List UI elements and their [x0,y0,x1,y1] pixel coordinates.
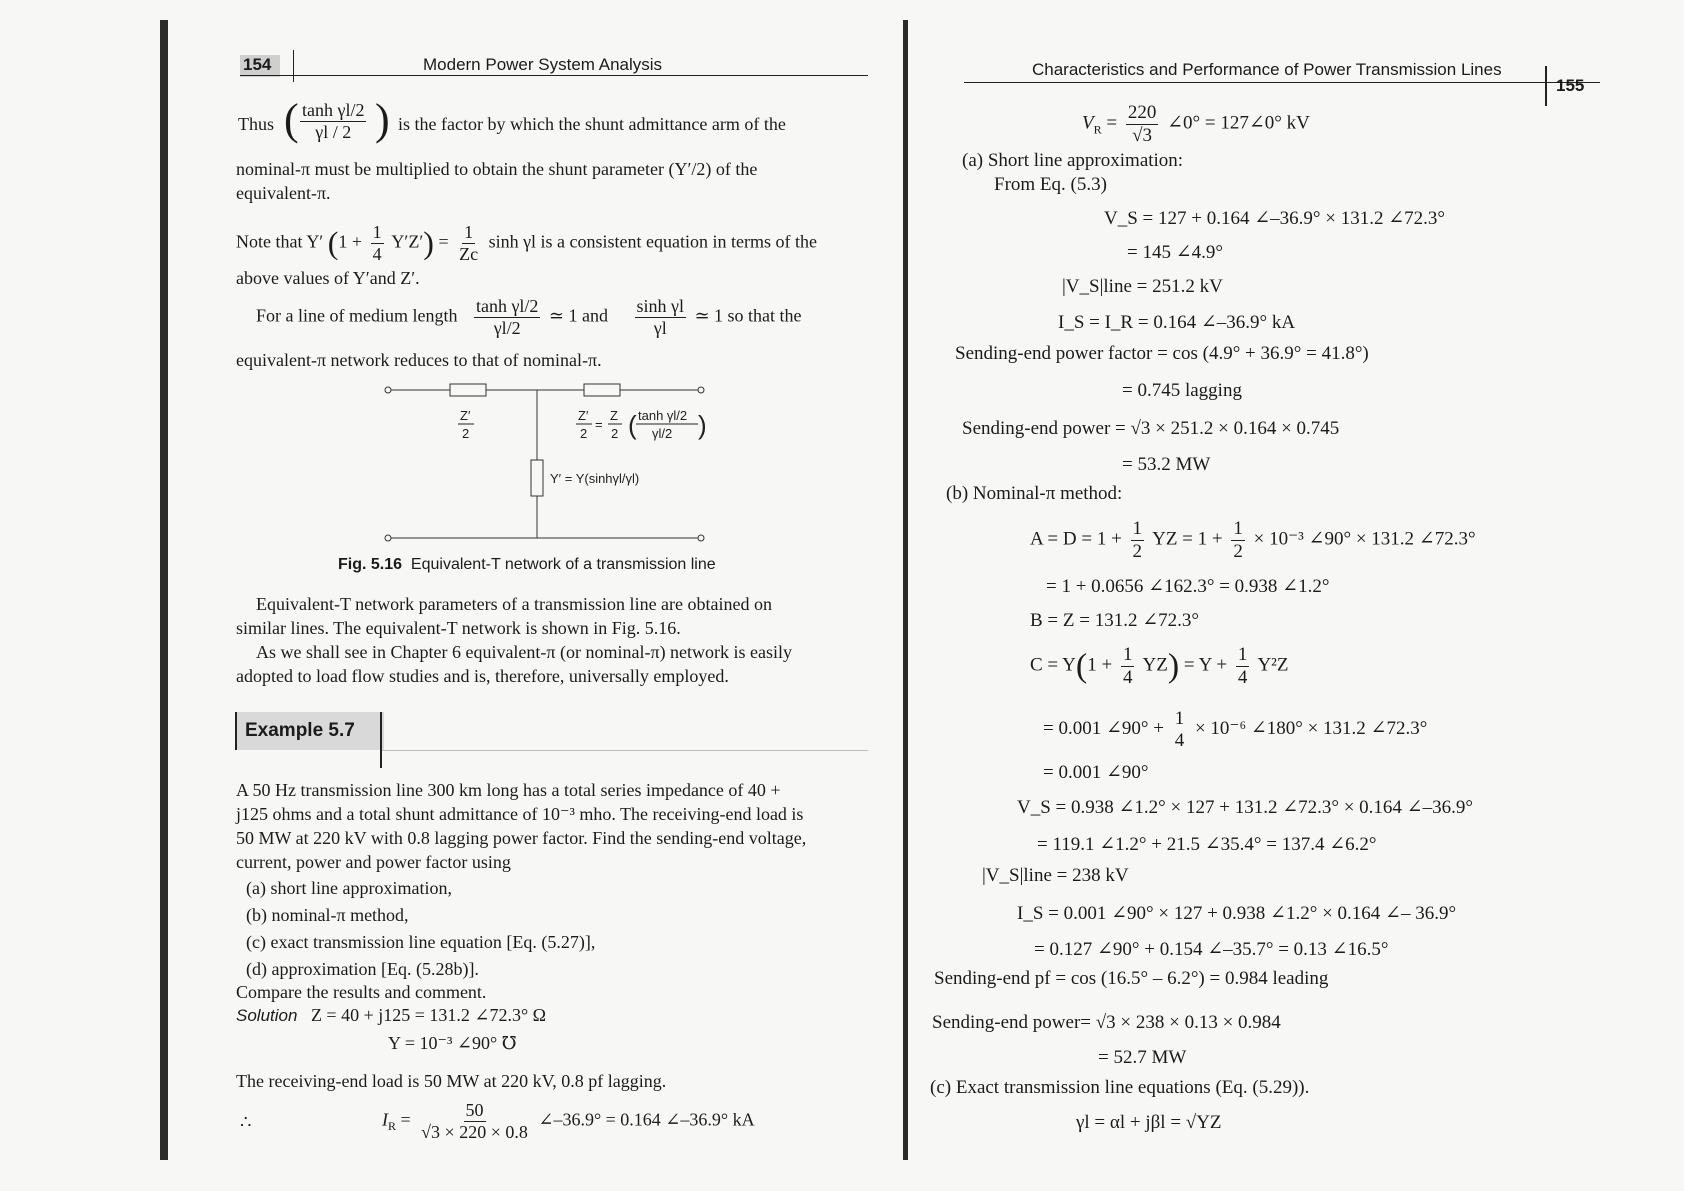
shunt-admittance [531,460,543,496]
b-power: Sending-end power= √3 × 238 × 0.13 × 0.984 [932,1012,1281,1033]
para2-line2: adopted to load flow studies and is, therefore, universally employed. [236,666,729,686]
b-is: I_S = 0.001 ∠90° × 127 + 0.938 ∠1.2° × 0.164 ∠– 36.9° [1017,903,1457,924]
fig-label-z-right-a-num: Z′ [578,408,589,423]
ir-lhs: I [382,1109,388,1130]
b-a-f1-num: 1 [1132,518,1143,539]
vr-num: 220 [1127,102,1157,123]
b-c2-equation [1043,708,1427,752]
b-c2-f-den: 4 [1174,729,1185,751]
b-c-p1: 1 + [1087,654,1113,676]
book-gutter [903,20,908,1160]
terminal-bottom-right [698,535,704,541]
medium-approx2: ≃ 1 so that the [694,305,802,326]
vr-eq: = [1106,112,1118,134]
line-above-values: above values of Y′and Z′. [236,268,420,288]
solution-label: Solution [236,1006,298,1025]
b-c-f2-num: 1 [1237,644,1248,665]
b-c-p2: YZ [1142,654,1168,676]
solution-z: Z = 40 + j125 = 131.2 ∠72.3° Ω [310,1005,547,1025]
c-gamma: γl = αl + jβl = √YZ [1076,1112,1222,1133]
example-box-underline [382,750,868,751]
figure-caption-label: Fig. 5.16 [338,556,403,573]
b-a-f2-num: 1 [1233,518,1243,539]
problem-line-4: current, power and power factor using [236,852,511,872]
b-c-end: Y²Z [1257,654,1289,676]
b-power2: = 52.7 MW [1098,1047,1187,1068]
b-c-equation: C = Y(1 + $\frac{1}{4}$ YZ) = Y + $\frac{1}{4}$ Y²Z [1030,644,1289,688]
b-a-rest: × 10⁻³ ∠90° × 131.2 ∠72.3° [1253,528,1476,550]
thus-fraction [296,100,370,142]
problem-line-3: 50 MW at 220 kV with 0.8 lagging power factor. Find the sending-end voltage, [236,828,807,848]
note-prefix: Note that Y′ [236,231,324,252]
note-frac2-num: 1 [464,222,474,242]
header-rule-right [964,82,1600,83]
fig-label-z-left-den: 2 [462,426,470,441]
b-b: B = Z = 131.2 ∠72.3° [1030,610,1199,631]
b-c2-b: × 10⁻⁶ ∠180° × 131.2 ∠72.3° [1194,718,1428,740]
example-heading-box [235,712,384,750]
note-frac1-num: 1 [372,222,382,242]
fig-label-y: Y′ = Y(sinhγl/γl) [550,471,640,486]
b-a-f2-den: 2 [1233,540,1243,562]
svg-text:(: ( [628,410,637,440]
series-impedance-left [450,384,486,396]
svg-text:): ) [698,410,707,440]
medium-equation [256,296,802,338]
problem-line-2: j125 ohms and a total shunt admittance of 10⁻³ mho. The receiving-end load is [236,804,804,824]
b-a-lhs: A = D = 1 + [1030,528,1122,550]
a-vsline: |V_S|line = 251.2 kV [1062,276,1223,297]
ir-eq: = [400,1109,411,1130]
b-heading: (b) Nominal-π method: [946,483,1123,504]
b-c-f2-den: 4 [1237,666,1248,688]
ir-num: 50 [465,1100,484,1120]
note-eq: = [438,231,449,252]
fig-label-tanh-den: γl/2 [652,426,673,441]
receiving-line: The receiving-end load is 50 MW at 220 kV, 0.8 pf lagging. [236,1071,667,1091]
a-vs2: = 145 ∠4.9° [1127,242,1223,263]
b-c2-a: = 0.001 ∠90° + [1043,718,1164,740]
ir-rest: ∠–36.9° = 0.164 ∠–36.9° kA [538,1109,755,1130]
b-a-f1-den: 2 [1132,540,1143,562]
b-a-equation [1030,518,1476,563]
a-vs: V_S = 127 + 0.164 ∠–36.9° × 131.2 ∠72.3° [1104,208,1445,229]
c-heading: (c) Exact transmission line equations (Eq. (5.29)). [930,1077,1310,1098]
line-reduces: equivalent-π network reduces to that of nominal-π. [236,350,602,370]
terminal-top-right [698,387,704,393]
ir-den: √3 × 220 × 0.8 [421,1121,528,1142]
figure-caption-text: Equivalent-T network of a transmission line [410,556,716,573]
figure-caption [338,556,716,574]
thus-frac-num: tanh γl/2 [302,100,365,120]
note-suffix: sinh γl is a consistent equation in terms of the [488,231,817,252]
running-head: Modern Power System Analysis [423,55,663,74]
note-frac2-den: Zc [459,243,479,264]
thus-word: Thus [238,114,274,134]
b-c3: = 0.001 ∠90° [1043,762,1149,783]
series-impedance-right [584,384,620,396]
a-heading: (a) Short line approximation: [962,150,1184,171]
line-equivalent: equivalent-π. [236,183,331,203]
running-head-right: Characteristics and Performance of Power Transmission Lines [1032,60,1502,79]
note-equation: Note that Y′ (1 + $\frac{1}{4}$ Y′Z′) = $\frac{1}{Zc}$ sinh γl is a consistent equation in terms of the [236,222,817,264]
ir-sub: R [388,1118,397,1133]
page-binding-shadow [160,20,168,1160]
header-rule [240,75,868,76]
terminal-top-left [385,387,391,393]
page-number-right: 155 [1556,76,1585,95]
equivalent-t-network-diagram [380,382,720,552]
therefore-symbol: ∴ [240,1112,252,1132]
vr-lhs: V [1082,112,1094,134]
b-vsline: |V_S|line = 238 kV [982,865,1129,886]
b-c-mid: = Y + [1183,654,1228,676]
fig-label-tanh-num: tanh γl/2 [638,408,688,423]
page-number: 154 [243,55,272,74]
problem-item-c: (c) exact transmission line equation [Eq. (5.27)], [246,932,596,952]
a-is: I_S = I_R = 0.164 ∠–36.9° kA [1058,312,1296,333]
fig-label-z-right-a-den: 2 [580,426,588,441]
fig-label-z-left-num: Z′ [460,408,471,423]
fig-label-eq: = [595,417,603,432]
problem-item-b: (b) nominal-π method, [246,905,409,925]
thus-frac-den: γl / 2 [315,121,352,142]
example-label: Example 5.7 [245,720,355,741]
vr-sub: R [1093,122,1102,137]
medium-frac1-den: γl/2 [493,317,521,338]
b-c2-f-num: 1 [1174,708,1185,729]
para2-line1: As we shall see in Chapter 6 equivalent-π (or nominal-π) network is easily [256,642,793,662]
thus-text: is the factor by which the shunt admittance arm of the [398,114,786,134]
note-paren-b: Y′Z′ [391,231,424,252]
thus-paren-right: ) [375,95,390,144]
header-divider [293,50,294,82]
a-from: From Eq. (5.3) [994,174,1107,195]
medium-frac2-num: sinh γl [636,296,684,316]
example-box-rule [380,712,382,768]
vr-rest: ∠0° = 127∠0° kV [1167,112,1310,134]
note-paren-a: 1 + [338,231,363,252]
solution-line [236,1005,546,1026]
b-c-f1-num: 1 [1122,644,1133,665]
b-pf: Sending-end pf = cos (16.5° – 6.2°) = 0.984 leading [934,968,1329,989]
a-power2: = 53.2 MW [1122,454,1211,475]
para1-line2: similar lines. The equivalent-T network is shown in Fig. 5.16. [236,618,681,638]
a-power: Sending-end power = √3 × 251.2 × 0.164 × 0.745 [962,418,1340,439]
ir-equation [382,1100,755,1142]
b-c-lhs: C = Y [1030,654,1076,676]
problem-item-d: (d) approximation [Eq. (5.28b)]. [246,959,479,979]
b-a-mid: YZ = 1 + [1152,528,1223,550]
b-vs2: = 119.1 ∠1.2° + 21.5 ∠35.4° = 137.4 ∠6.2° [1037,834,1377,855]
note-frac1-den: 4 [372,243,382,264]
medium-prefix: For a line of medium length [256,305,458,326]
b-vs: V_S = 0.938 ∠1.2° × 127 + 131.2 ∠72.3° × 0.164 ∠–36.9° [1017,797,1473,818]
para1-line1: Equivalent-T network parameters of a transmission line are obtained on [256,594,773,614]
a-pf2: = 0.745 lagging [1122,380,1242,401]
vr-den: √3 [1132,124,1153,146]
vr-equation [1082,102,1310,147]
compare-line: Compare the results and comment. [236,982,487,1002]
fig-label-z-right-b-num: Z [610,408,618,423]
b-a2: = 1 + 0.0656 ∠162.3° = 0.938 ∠1.2° [1046,576,1330,597]
problem-item-a: (a) short line approximation, [246,878,452,898]
medium-frac1-num: tanh γl/2 [475,296,539,316]
fig-label-z-right-b-den: 2 [611,426,619,441]
b-is2: = 0.127 ∠90° + 0.154 ∠–35.7° = 0.13 ∠16.5° [1034,939,1389,960]
b-c-f1-den: 4 [1122,666,1133,688]
header-divider-right [1545,66,1547,106]
medium-frac2-den: γl [653,317,667,338]
problem-line-1: A 50 Hz transmission line 300 km long has a total series impedance of 40 + [236,780,781,800]
thus-paren-left: ( [284,95,299,144]
terminal-bottom-left [385,535,391,541]
line-nominal: nominal-π must be multiplied to obtain the shunt parameter (Y′/2) of the [236,159,758,179]
solution-y: Y = 10⁻³ ∠90° ℧ [388,1033,517,1053]
a-pf: Sending-end power factor = cos (4.9° + 36.9° = 41.8°) [955,343,1369,364]
medium-approx1: ≃ 1 and [548,305,608,326]
